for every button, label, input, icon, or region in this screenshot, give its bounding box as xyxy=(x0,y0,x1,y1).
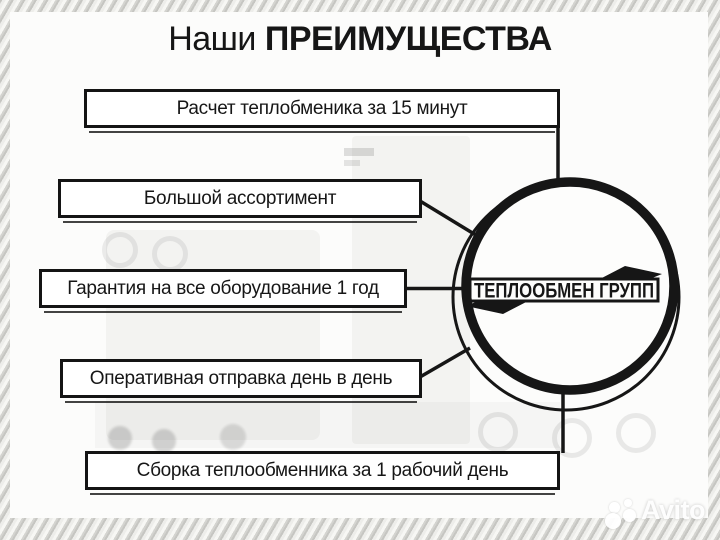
avito-watermark xyxy=(600,492,718,536)
avito-logo-dot-icon xyxy=(609,502,620,513)
avito-logo-dot-icon xyxy=(623,509,636,522)
title-regular-part: Наши xyxy=(168,20,256,58)
advantage-label: Оперативная отправка день в день xyxy=(89,367,393,389)
avito-watermark-label: Avito xyxy=(641,495,705,525)
advantage-label: Большой ассортимент xyxy=(143,187,337,209)
avito-logo-dot-icon xyxy=(605,513,621,529)
advantage-label: Сборка теплообменника за 1 рабочий день xyxy=(136,459,509,481)
logo-company-name: ТЕПЛООБМЕН ГРУПП xyxy=(474,279,654,303)
connector-line-assortment xyxy=(420,201,484,240)
avito-logo-dot-icon xyxy=(624,499,632,507)
connector-line-shipping xyxy=(420,348,470,377)
advantage-label: Расчет теплобменика за 15 минут xyxy=(176,97,468,119)
title-bold-part: ПРЕИМУЩЕСТВА xyxy=(264,20,552,58)
advantage-label: Гарантия на все оборудование 1 год xyxy=(67,277,379,299)
